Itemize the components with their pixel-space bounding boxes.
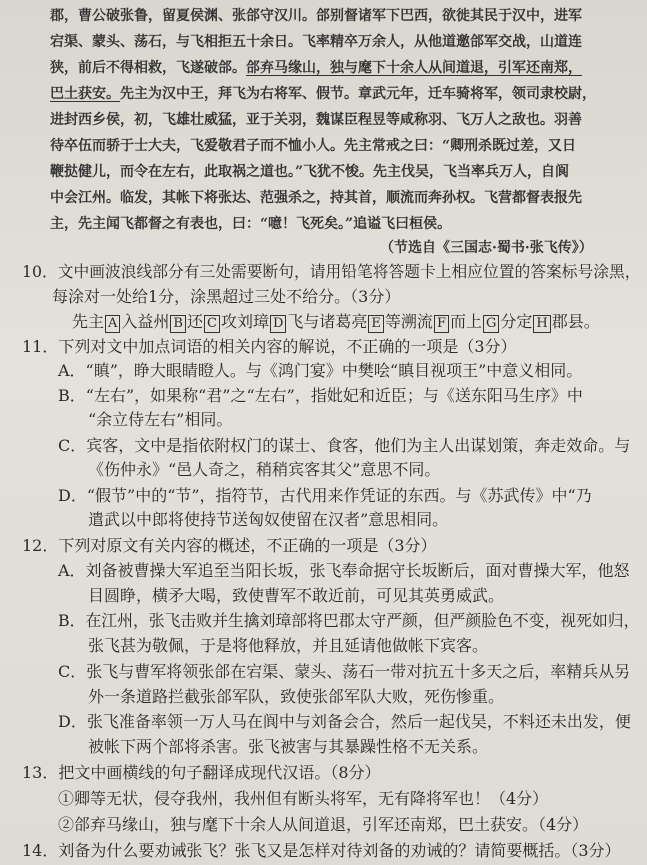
- answer-box[interactable]: C: [204, 315, 220, 333]
- q12-option-d-cont: 被帐下两个部将杀害。张飞被害与其暴躁性格不无关系。: [88, 737, 489, 756]
- passage-line: 进封西乡侯，初，飞雄壮威猛，亚于关羽，魏谋臣程昱等咸称羽、飞万人之敌也。羽善: [50, 112, 582, 128]
- passage-source: （节选自《三国志·蜀书·张飞传》）: [380, 240, 593, 256]
- q10-stem: 10．文中画波浪线部分有三处需要断句，请用铅笔将答题卡上相应位置的答案标号涂黑，: [22, 262, 641, 281]
- q12-option-d: D．张飞准备率领一万人马在阆中与刘备会合，然后一起伐吴，不料还未出发，便: [58, 712, 631, 731]
- q12-option-a-cont: 目圆睁，横矛大喝，致使曹军不敢近前，可见其英勇威武。: [88, 586, 505, 605]
- q10-sentence: 先主 A 入益州 B 还 C 攻刘璋 D 飞与诸葛亮 E 等溯流 F 而上 G 分定 H 郡县。: [72, 312, 600, 331]
- answer-box[interactable]: B: [170, 315, 186, 333]
- answer-box[interactable]: E: [368, 315, 384, 333]
- answer-box[interactable]: D: [270, 315, 286, 333]
- q14-stem: 14．刘备为什么要劝诫张飞？张飞又是怎样对待刘备的劝诫的？请简要概括。（3分）: [22, 841, 621, 860]
- q11-option-d: D．“假节”中的“节”，指符节，古代用来作凭证的东西。与《苏武传》中“乃: [58, 486, 592, 505]
- q11-option-a: A．“瞋”，睁大眼睛瞪人。与《鸿门宴》中樊哙“瞋目视项王”中意义相同。: [58, 361, 583, 380]
- q11-stem: 11．下列对文中加点词语的相关内容的解说，不正确的一项是（3分）: [22, 337, 517, 356]
- q11-option-c-cont: 《伤仲永》“邑人奇之，稍稍宾客其父”意思不同。: [88, 460, 441, 479]
- q11-option-b: B．“左右”，如果称“君”之“左右”，指妣妃和近臣；与《送东阳马生序》中: [58, 386, 583, 405]
- q12-option-c: C．张飞与曹军将领张郃在宕渠、蒙头、荡石一带对抗五十多天之后，率精兵从另: [58, 662, 631, 681]
- q11-option-b-cont: “余立侍左右”相同。: [88, 410, 233, 429]
- answer-box[interactable]: G: [483, 315, 499, 333]
- q10-stem-cont: 每涂对一处给1分，涂黑超过三处不给分。（3分）: [52, 287, 401, 306]
- q11-option-c: C．宾客，文中是指依附权门的谋士、食客，他们为主人出谋划策，奔走效命。与: [58, 436, 631, 455]
- passage-line: 待卒伍而骄于士大夫，飞爱敬君子而不恤小人。先主常戒之曰：“卿刑杀既过差，又日: [50, 138, 577, 154]
- passage-line: 鞭挞健儿，而令在左右，此取祸之道也。”飞犹不悛。先主伐吴，飞当率兵万人，自阆: [50, 164, 570, 180]
- answer-box[interactable]: A: [105, 315, 120, 333]
- q12-option-a: A．刘备被曹操大军追至当阳长坂，张飞奉命据守长坂断后，面对曹操大军，他怒: [58, 561, 630, 580]
- q11-option-d-cont: 遣武以中郎将使持节送匈奴使留在汉者”意思相同。: [88, 510, 449, 529]
- passage-line: 中会江州。临发，其帐下将张达、范强杀之，持其首，顺流而奔孙权。飞营都督表报先: [50, 190, 582, 206]
- passage-line: 巴土获安。先主为汉中王，拜飞为右将军、假节。章武元年，迁车骑将军，领司隶校尉，: [50, 86, 596, 102]
- q13-item-1: ①卿等无状，侵夺我州，我州但有断头将军，无有降将军也！（4分）: [58, 789, 549, 808]
- answer-box[interactable]: F: [434, 315, 449, 333]
- passage-line: 宕渠、蒙头、荡石，与飞相拒五十余日。飞率精卒万余人，从他道邀郃军交战，山道连: [50, 34, 582, 50]
- passage-line: 狭，前后不得相救，飞遂破郃。郃弃马缘山，独与麾下十余人从间道退，引军还南郑，: [50, 60, 582, 76]
- passage-line: 主，先主闻飞都督之有表也，曰：“噫！飞死矣。”追谥飞曰桓侯。: [50, 216, 452, 232]
- passage-line: 郡，曹公破张鲁，留夏侯渊、张郃守汉川。郃别督诸军下巴西，欲徙其民于汉中，进军: [50, 8, 582, 24]
- q12-stem: 12．下列对原文有关内容的概述，不正确的一项是（3分）: [22, 536, 437, 555]
- underlined-sentence: 郃弃马缘山，独与麾下十余人从间道退，引军还南郑，: [246, 60, 582, 76]
- underlined-sentence: 巴土获安。: [50, 86, 120, 102]
- answer-box[interactable]: H: [533, 315, 550, 333]
- q13-item-2: ②郃弃马缘山，独与麾下十余人从间道退，引军还南郑，巴土获安。（4分）: [58, 815, 589, 834]
- q12-option-b-cont: 张飞甚为敬佩，于是将他释放，并且延请他做帐下宾客。: [88, 636, 489, 655]
- q12-option-c-cont: 外一条道路拦截张郃军队，致使张郃军队大败，死伤惨重。: [88, 687, 505, 706]
- q13-stem: 13．把文中画横线的句子翻译成现代汉语。（8分）: [22, 763, 381, 782]
- q12-option-b: B．在江州，张飞击败并生擒刘璋部将巴郡太守严颜，但严颜脸色不变，视死如归，: [58, 611, 640, 630]
